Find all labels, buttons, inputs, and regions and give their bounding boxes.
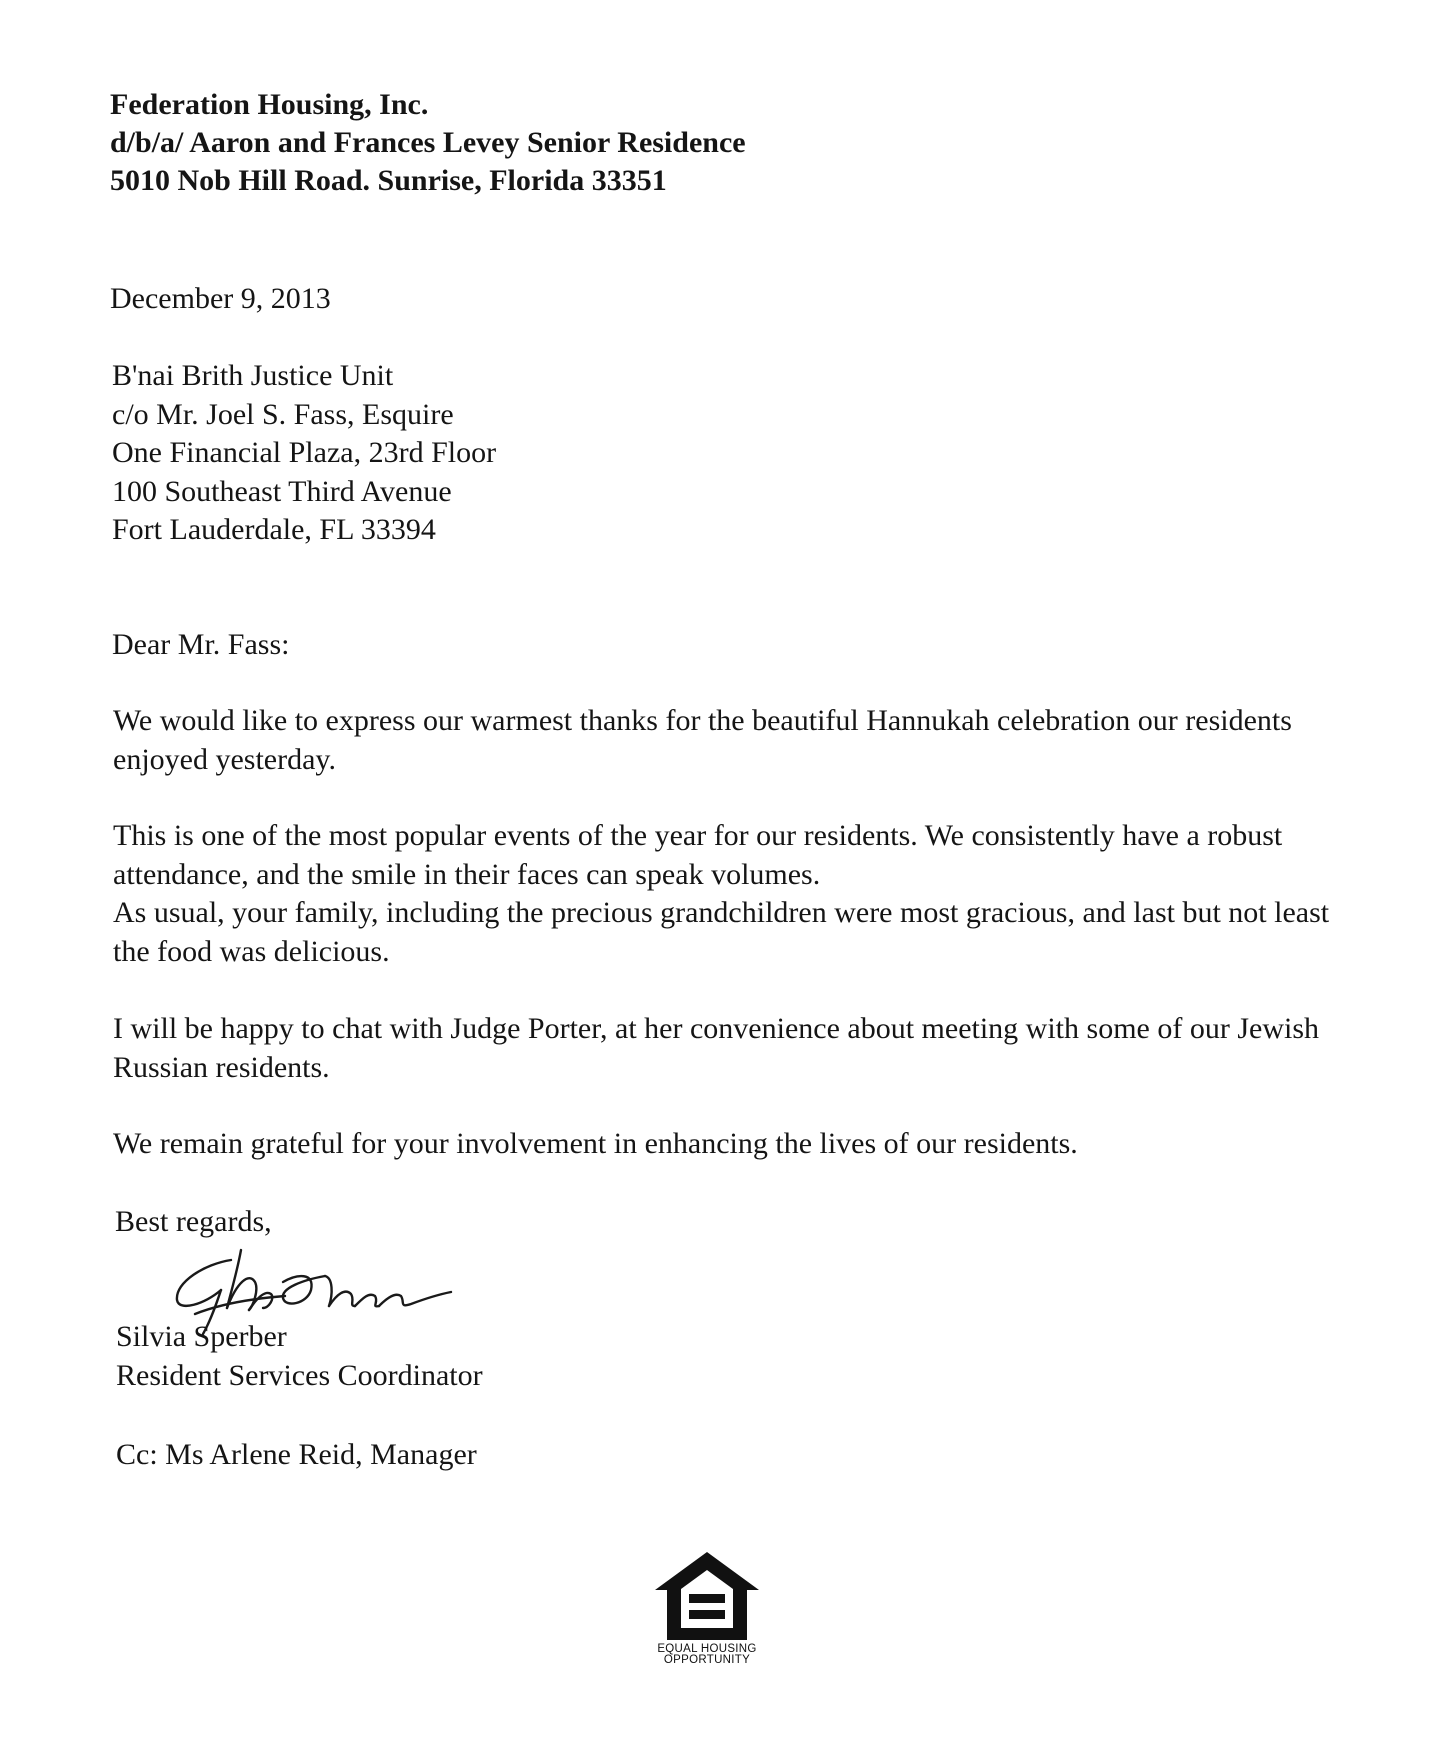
recipient-line: Fort Lauderdale, FL 33394 bbox=[112, 513, 436, 546]
organization-address: 5010 Nob Hill Road. Sunrise, Florida 33351 bbox=[110, 164, 667, 197]
body-paragraph-part: As usual, your family, including the precious grandchildren were most gracious, and last but not least the food was delicious. bbox=[113, 896, 1330, 968]
letter-date: December 9, 2013 bbox=[110, 282, 331, 315]
cc-line: Cc: Ms Arlene Reid, Manager bbox=[116, 1438, 477, 1471]
organization-dba: d/b/a/ Aaron and Frances Levey Senior Residence bbox=[110, 126, 746, 159]
recipient-line: 100 Southeast Third Avenue bbox=[112, 474, 452, 508]
body-paragraph-part: This is one of the most popular events of the year for our residents. We consistently have a robust attendance, and the smile in their faces can speak volumes. bbox=[113, 819, 1283, 891]
recipient-line: c/o Mr. Joel S. Fass, Esquire bbox=[112, 397, 454, 431]
salutation: Dear Mr. Fass: bbox=[112, 628, 290, 661]
equal-housing-line2: OPPORTUNITY bbox=[663, 1654, 751, 1666]
signer-name: Silvia Sperber bbox=[116, 1320, 287, 1353]
signer-title: Resident Services Coordinator bbox=[116, 1358, 483, 1392]
equal-housing-house-icon bbox=[651, 1548, 763, 1644]
signer-block bbox=[116, 1318, 483, 1395]
equal-housing-line1: EQUAL HOUSING bbox=[657, 1643, 757, 1655]
recipient-address bbox=[112, 357, 496, 550]
recipient-line: B'nai Brith Justice Unit bbox=[112, 359, 394, 392]
body-paragraph: We would like to express our warmest thanks for the beautiful Hannukah celebration our residents enjoyed yesterday. bbox=[113, 704, 1292, 776]
equal-housing-logo bbox=[648, 1548, 766, 1672]
letterhead bbox=[110, 86, 746, 200]
body-paragraph: We remain grateful for your involvement in enhancing the lives of our residents. bbox=[113, 1127, 1078, 1160]
body-paragraph: I will be happy to chat with Judge Porter, at her convenience about meeting with some of our Jewish Russian residents. bbox=[113, 1012, 1319, 1084]
recipient-line: One Financial Plaza, 23rd Floor bbox=[112, 436, 497, 469]
closing: Best regards, bbox=[115, 1205, 272, 1238]
organization-name: Federation Housing, Inc. bbox=[110, 88, 429, 121]
body-paragraph bbox=[113, 817, 1333, 971]
